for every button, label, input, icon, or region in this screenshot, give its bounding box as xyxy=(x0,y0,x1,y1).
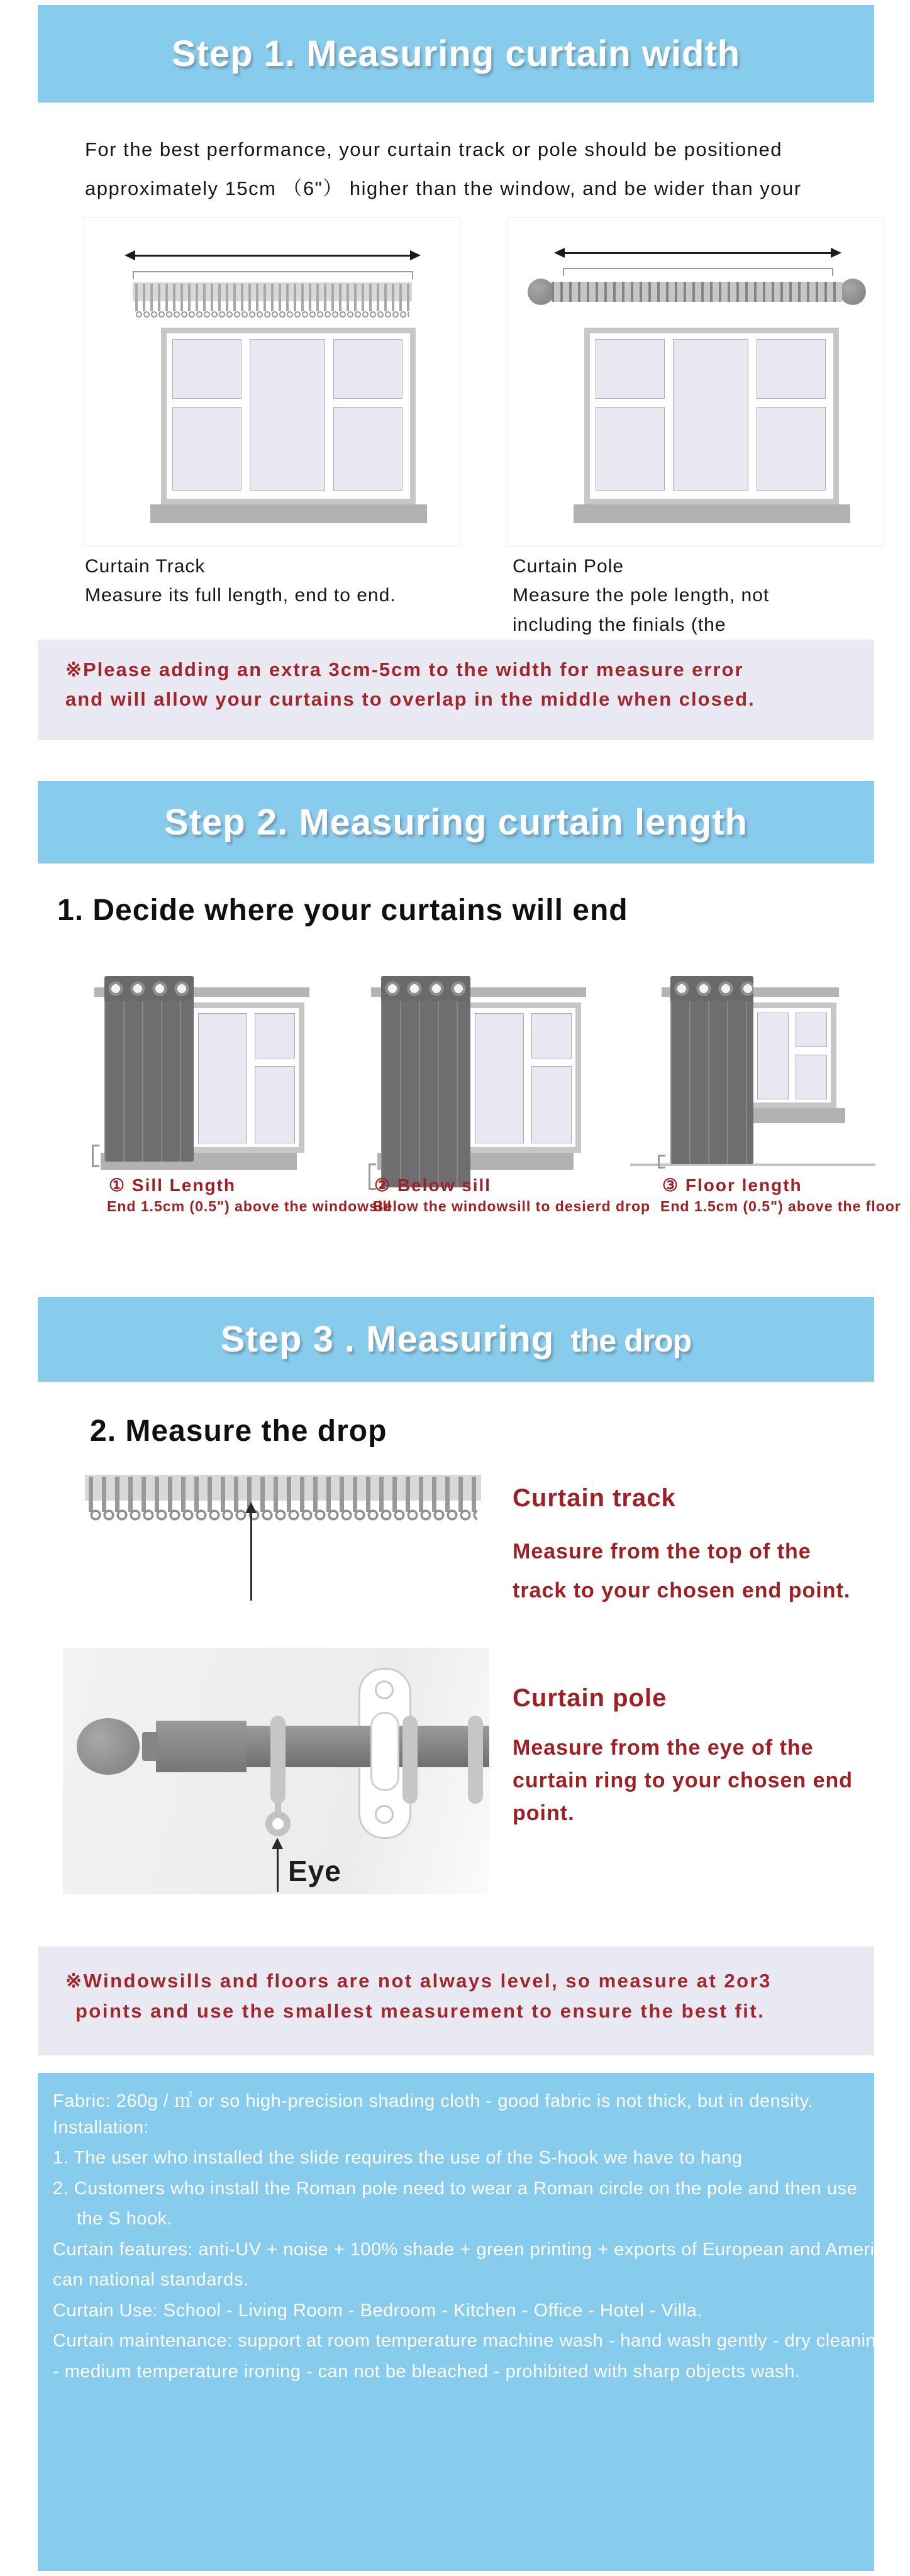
window-pane xyxy=(531,1013,572,1058)
track-hooks xyxy=(135,284,409,311)
step2-banner xyxy=(38,781,874,863)
window-pane xyxy=(757,407,826,491)
window-pane xyxy=(250,339,325,491)
step3-banner-title xyxy=(221,1318,691,1360)
pole-caption-title: Curtain Pole xyxy=(513,556,624,577)
level-note-line1: ※Windowsills and floors are not always level, so measure at 2or3 xyxy=(65,1970,772,1992)
window xyxy=(584,328,839,504)
pole-finial xyxy=(77,1718,140,1775)
track-drop-line2: track to your chosen end point. xyxy=(513,1579,851,1602)
step1-banner xyxy=(38,5,874,103)
curtain-panel xyxy=(670,976,753,1164)
measure-mark-icon xyxy=(658,1155,665,1169)
window-pane xyxy=(673,339,748,491)
step1-intro-line2: approximately 15cm （6"） higher than the window, and be wider than your xyxy=(85,177,802,199)
curtain-pole-diagram xyxy=(507,217,884,547)
curtain-track-diagram xyxy=(84,217,460,547)
pole-drop-title: Curtain pole xyxy=(513,1684,667,1712)
option1-desc: End 1.5cm (0.5") above the windowsill xyxy=(107,1198,392,1214)
track-hook-rings xyxy=(89,1509,477,1523)
option2-desc: Below the windowsill to desierd drop xyxy=(373,1198,651,1214)
option3-label: Floor length xyxy=(685,1175,802,1195)
eye-arrow-up-icon xyxy=(272,1838,283,1849)
option1-label: Sill Length xyxy=(131,1175,236,1195)
window-pane xyxy=(796,1013,827,1047)
window-pane xyxy=(333,339,402,399)
details-installation: Installation: xyxy=(53,2118,150,2138)
track-caption-title: Curtain Track xyxy=(85,556,206,577)
curtain-panel xyxy=(104,976,194,1162)
dimension-bracket xyxy=(133,271,413,279)
pole-caption-line1: Measure the pole length, not xyxy=(513,585,770,606)
window-pane xyxy=(757,1013,789,1099)
step2-banner-title: Step 2. Measuring curtain length xyxy=(164,802,748,843)
ring-eye-icon xyxy=(265,1811,291,1836)
window-pane xyxy=(596,407,665,491)
width-note-line1: ※Please adding an extra 3cm-5cm to the width for measure error xyxy=(65,658,744,680)
option2-label: Below sill xyxy=(397,1175,492,1195)
width-arrow-left-icon xyxy=(125,250,135,260)
floor-line xyxy=(630,1163,875,1166)
window-pane xyxy=(255,1066,295,1143)
details-use: Curtain Use: School - Living Room - Bedroom - Kitchen - Office - Hotel - Villa. xyxy=(53,2301,702,2321)
pole-drop-line1: Measure from the eye of the xyxy=(513,1736,814,1760)
width-arrow-right-icon xyxy=(410,250,421,260)
eye-label: Eye xyxy=(288,1855,341,1887)
track-drop-title: Curtain track xyxy=(513,1484,676,1512)
pole-drop-diagram xyxy=(63,1648,489,1894)
step1-intro-line1: For the best performance, your curtain track or pole should be positioned xyxy=(85,138,782,160)
width-arrow-left-icon xyxy=(554,248,565,258)
curtain-panel xyxy=(381,976,470,1187)
step1-banner-title: Step 1. Measuring curtain width xyxy=(171,33,741,74)
pole-thick-segment xyxy=(156,1721,247,1772)
step2-heading: 1. Decide where your curtains will end xyxy=(57,894,628,927)
bracket-screw-icon xyxy=(375,1805,394,1824)
pole-caption-line2: including the finials (the xyxy=(513,614,726,635)
window-pane xyxy=(531,1066,572,1143)
option2-number-icon: ② xyxy=(374,1175,392,1195)
window-pane xyxy=(333,407,402,491)
width-note-line2: and will allow your curtains to overlap in the middle when closed. xyxy=(65,688,755,710)
option3-desc: End 1.5cm (0.5") above the floor xyxy=(660,1198,901,1214)
step3-title-sub: the drop xyxy=(570,1323,692,1358)
option2-title xyxy=(374,1175,491,1196)
finial-collar xyxy=(142,1732,158,1761)
width-arrow-line xyxy=(563,252,832,254)
window-pane xyxy=(475,1013,524,1143)
window-pane xyxy=(596,339,665,399)
option1-number-icon: ① xyxy=(109,1175,126,1195)
details-maintenance: Curtain maintenance: support at room temperature machine wash - hand wash gently - dry cleaning xyxy=(53,2331,887,2351)
details-maintenance-2: - medium temperature ironing - can not be bleached - prohibited with sharp objects wash. xyxy=(53,2362,801,2382)
window xyxy=(464,1002,581,1153)
details-fabric: Fabric: 260g / ㎡ or so high-precision shading cloth - good fabric is not thick, but in density. xyxy=(53,2091,814,2111)
pole-drop-line2: curtain ring to your chosen end xyxy=(513,1768,853,1792)
measure-mark-icon xyxy=(92,1145,99,1167)
track-hook-rings xyxy=(135,311,409,318)
windowsill xyxy=(574,504,850,523)
window xyxy=(747,1002,836,1108)
track-caption-line: Measure its full length, end to end. xyxy=(85,585,396,606)
windowsill xyxy=(752,1108,845,1123)
details-install-2b: the S hook. xyxy=(77,2209,173,2229)
bracket-screw-icon xyxy=(375,1680,394,1699)
drop-arrow-up-icon xyxy=(245,1502,257,1513)
windowsill xyxy=(150,504,427,523)
pole-drop-line3: point. xyxy=(513,1801,575,1825)
bracket-capsule xyxy=(370,1712,399,1791)
pole-bar xyxy=(552,282,842,302)
option3-title xyxy=(662,1175,802,1196)
window-pane xyxy=(172,339,241,399)
pole-finial-left xyxy=(528,279,554,305)
step3-banner xyxy=(38,1297,874,1382)
window-pane xyxy=(796,1055,827,1099)
width-arrow-line xyxy=(133,255,411,257)
curtain-ring xyxy=(270,1716,286,1804)
details-features-2: can national standards. xyxy=(53,2270,249,2290)
step3-heading: 2. Measure the drop xyxy=(90,1414,387,1448)
curtain-ring xyxy=(468,1716,483,1804)
drop-arrow-line xyxy=(250,1511,252,1601)
curtain-ring xyxy=(402,1716,418,1804)
window-pane xyxy=(198,1013,247,1143)
pole-finial-right xyxy=(840,279,866,305)
option3-number-icon: ③ xyxy=(662,1175,680,1195)
level-note-line2: points and use the smallest measurement to ensure the best fit. xyxy=(75,2000,765,2022)
track-hooks xyxy=(89,1477,477,1512)
eye-arrow-line xyxy=(277,1848,279,1892)
details-features: Curtain features: anti-UV + noise + 100% shade + green printing + exports of European and Ameri- xyxy=(53,2240,881,2260)
track-drop-line1: Measure from the top of the xyxy=(513,1540,811,1563)
window xyxy=(187,1002,304,1153)
window-pane xyxy=(255,1013,295,1058)
window xyxy=(161,328,416,504)
dimension-bracket xyxy=(563,268,833,276)
details-install-1: 1. The user who installed the slide requires the use of the S-hook we have to hang xyxy=(53,2148,743,2168)
curtain-grommets xyxy=(104,976,194,1001)
curtain-grommets xyxy=(670,976,753,1001)
window-pane xyxy=(172,407,241,491)
step3-title-main: Step 3 . Measuring xyxy=(220,1319,555,1360)
curtain-grommets xyxy=(381,976,470,1001)
width-arrow-right-icon xyxy=(831,248,841,258)
option1-title xyxy=(109,1175,236,1196)
window-pane xyxy=(757,339,826,399)
details-install-2: 2. Customers who install the Roman pole need to wear a Roman circle on the pole and then use xyxy=(53,2179,858,2199)
